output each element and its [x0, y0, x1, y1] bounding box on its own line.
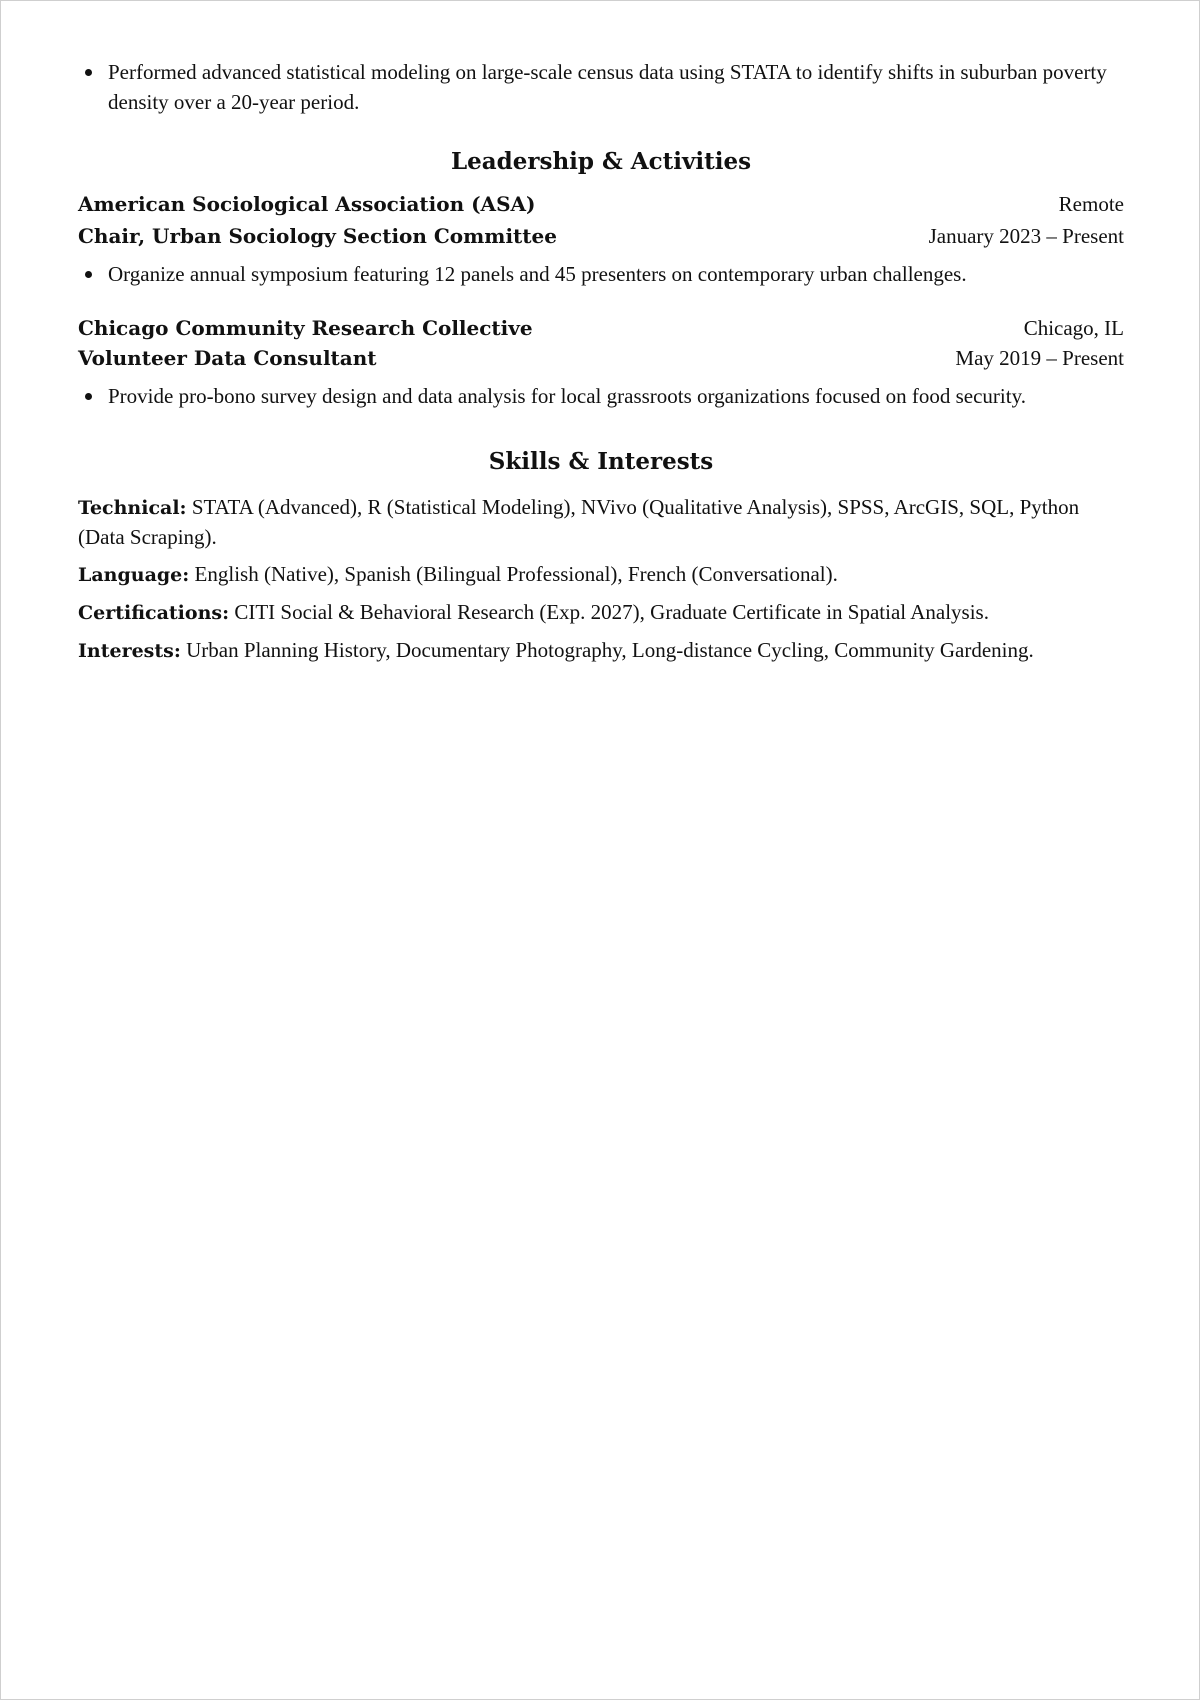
skill-line-language	[78, 560, 1124, 590]
entry-bullets	[78, 381, 1124, 411]
skill-value: Urban Planning History, Documentary Photography, Long-distance Cycling, Community Gardening.	[186, 638, 1034, 662]
role-title: Chair, Urban Sociology Section Committee	[78, 224, 557, 248]
leadership-entry	[78, 189, 1124, 289]
section-title-leadership: Leadership & Activities	[450, 148, 752, 175]
skill-label: Technical:	[78, 497, 187, 519]
skill-line-technical	[78, 493, 1124, 552]
skill-value: English (Native), Spanish (Bilingual Professional), French (Conversational).	[194, 562, 838, 586]
skill-label: Language:	[78, 564, 190, 586]
leadership-section	[78, 145, 1124, 411]
entry-role-row	[78, 221, 1124, 251]
skill-value: STATA (Advanced), R (Statistical Modeling), NVivo (Qualitative Analysis), SPSS, ArcGIS, SQL, Python (Data Scraping).	[78, 495, 1080, 549]
skill-value: CITI Social & Behavioral Research (Exp. 2027), Graduate Certificate in Spatial Analysis.	[234, 600, 989, 624]
entry-bullets	[78, 259, 1124, 289]
leadership-entry	[78, 313, 1124, 411]
role-title: Volunteer Data Consultant	[78, 346, 377, 370]
skills-section	[78, 445, 1124, 666]
previous-section-bullets	[78, 57, 1124, 117]
bullet-item: Provide pro-bono survey design and data analysis for local grassroots organizations focused on food security.	[108, 381, 1124, 411]
organization-name: American Sociological Association (ASA)	[78, 192, 536, 216]
entry-dates: May 2019 – Present	[955, 346, 1124, 370]
entry-location: Chicago, IL	[1023, 316, 1124, 340]
skill-line-certifications	[78, 598, 1124, 628]
entry-location: Remote	[1058, 192, 1124, 216]
skill-line-interests	[78, 636, 1124, 666]
entry-dates: January 2023 – Present	[928, 224, 1124, 248]
skill-label: Interests:	[78, 640, 181, 662]
bullet-item: Performed advanced statistical modeling on large-scale census data using STATA to identify shifts in suburban poverty density over a 20-year period.	[108, 57, 1124, 117]
entry-role-row	[78, 343, 1124, 373]
organization-name: Chicago Community Research Collective	[78, 316, 533, 340]
bullet-item: Organize annual symposium featuring 12 panels and 45 presenters on contemporary urban challenges.	[108, 259, 1124, 289]
entry-header-row	[78, 313, 1124, 343]
resume-content	[78, 57, 1124, 666]
skill-label: Certifications:	[78, 602, 230, 624]
entry-header-row	[78, 189, 1124, 219]
section-title-skills: Skills & Interests	[488, 448, 714, 475]
